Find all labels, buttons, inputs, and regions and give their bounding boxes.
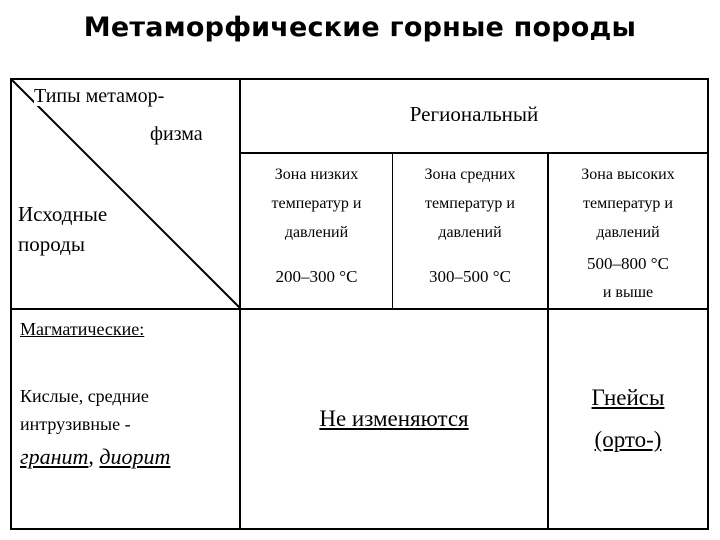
zone-mid-line2: температур и (425, 195, 515, 212)
corner-types-line1: Типы метамор- (34, 85, 165, 107)
zone-high-line1: Зона высоких (581, 166, 675, 183)
acid-line2: интрузивные - (20, 414, 131, 434)
zone-mid-line3: давлений (438, 224, 502, 241)
magmatic-label: Магматические: (20, 319, 145, 339)
zone-mid-temp: 300–500 °С (429, 267, 511, 286)
zone-low-line2: температур и (271, 195, 362, 212)
corner-sources-line1: Исходные (18, 202, 108, 226)
rocks-line (20, 446, 170, 468)
corner-sources-line2: породы (18, 232, 85, 256)
acid-line1: Кислые, средние (20, 386, 149, 406)
zone-low-line1: Зона низких (274, 166, 359, 183)
gneiss-line1: Гнейсы (591, 385, 665, 410)
zone-low (241, 160, 392, 247)
rocks-separator: , (88, 444, 100, 469)
gneiss-line2: (орто-) (594, 427, 662, 452)
zone-mid-line1: Зона средних (424, 166, 516, 183)
unchanged-text: Не изменяются (319, 406, 469, 431)
zone-high-temp-extra: и выше (602, 284, 654, 301)
zone-low-temp: 200–300 °С (275, 267, 358, 286)
rock-granite: гранит (20, 444, 89, 469)
zone-high-temp: 500–800 °С (587, 254, 669, 273)
page-title: Метаморфические горные породы (83, 12, 637, 43)
zone-low-line3: давлений (284, 224, 349, 241)
corner-types-line2: физма (150, 123, 203, 145)
zone-high-line2: температур и (583, 195, 673, 212)
zone-high (549, 160, 707, 247)
zone-high-line3: давлений (596, 224, 660, 241)
regional-header: Региональный (409, 102, 539, 126)
zone-mid (393, 160, 547, 247)
rock-diorite: диорит (99, 444, 171, 469)
